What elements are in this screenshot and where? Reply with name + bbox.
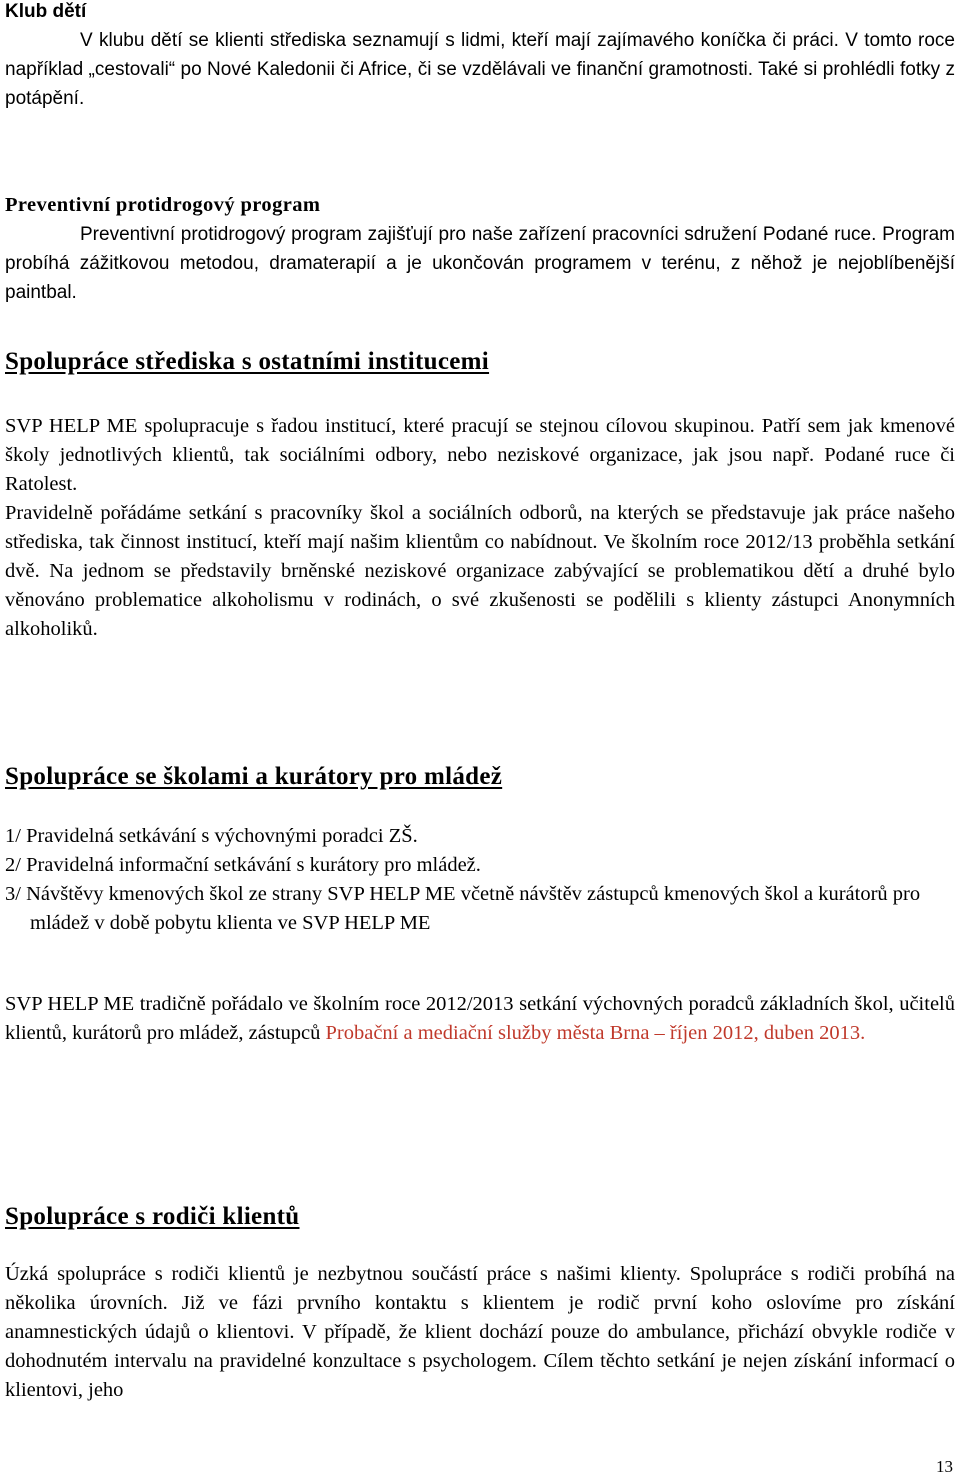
section-klub-deti <box>5 0 955 113</box>
list-item: 2/ Pravidelná informační setkávání s kurátory pro mládež. <box>5 854 481 876</box>
page-number: 13 <box>936 1457 953 1476</box>
paragraph-spoluprace-instituce-1: SVP HELP ME spolupracuje s řadou institucí, které pracují se stejnou cílovou skupinou. Patří sem jak kmenové školy jednotlivých klientů, tak sociálními odbory, nebo neziskové organizace, jak jsou např. Podané ruce či Ratolest. <box>5 415 955 495</box>
paragraph-spoluprace-rodice: Úzká spolupráce s rodiči klientů je nezbytnou součástí práce s našimi klienty. Spolupráce s rodiči probíhá na několika úrovních. Již ve fázi prvního kontaktu s klientem je rodič první koho oslovíme pro získání anamnestických údajů o klientovi. V případě, že klient dochází pouze do ambulance, přichází obvykle rodiče v dohodnutém intervalu na pravidelné konzultace s psychologem. Cílem těchto setkání je nejen získání informací o klientovi, jeho <box>5 1263 955 1401</box>
paragraph-preventivni-program: Preventivní protidrogový program zajišťují pro naše zařízení pracovníci sdružení Podané ruce. Program probíhá zážitkovou metodou, dramaterapií a je ukončován programem v terénu, z něhož je nejoblíbenější paintbal. <box>5 224 955 303</box>
section-preventivni-program <box>5 192 955 307</box>
heading-klub-deti: Klub dětí <box>5 1 87 22</box>
section-spoluprace-skoly <box>5 761 955 1048</box>
heading-spoluprace-rodice: Spolupráce s rodiči klientů <box>5 1203 300 1230</box>
heading-spoluprace-skoly: Spolupráce se školami a kurátory pro mládež <box>5 763 503 790</box>
paragraph-spoluprace-skoly-text: SVP HELP ME tradičně pořádalo ve školním roce 2012/2013 setkání výchovných poradců základních škol, učitelů klientů, kurátorů pro mládež, zástupců <box>5 993 955 1044</box>
list-item: 3/ Návštěvy kmenových škol ze strany SVP HELP ME včetně návštěv zástupců kmenových škol a kurátorů pro mládež v době pobytu klienta ve SVP HELP ME <box>5 883 921 934</box>
heading-spoluprace-instituce: Spolupráce střediska s ostatními institucemi <box>5 348 490 375</box>
section-spoluprace-instituce <box>5 346 955 644</box>
paragraph-spoluprace-instituce-2: Pravidelně pořádáme setkání s pracovníky škol a sociálních odborů, na kterých se představuje jak práce našeho střediska, tak činnost institucí, kteří mají našim klientům co nabídnout. Ve školním roce 2012/13 proběhla setkání dvě. Na jednom se představily brněnské neziskové organizace zabývající se problematikou dětí a druhé bylo věnováno problematice alkoholismu v rodinách, o své zkušenosti se podělili s klienty zástupci Anonymních alkoholiků. <box>5 502 955 640</box>
list-item: 1/ Pravidelná setkávání s výchovnými poradci ZŠ. <box>5 825 418 847</box>
list-spoluprace-skoly <box>5 822 955 938</box>
paragraph-klub-deti: V klubu dětí se klienti střediska seznamují s lidmi, kteří mají zajímavého koníčka či práci. V tomto roce například „cestovali“ po Nové Kaledonii či Africe, či se vzdělávali ve finanční gramotnosti. Také si prohlédli fotky z potápění. <box>5 30 955 109</box>
paragraph-spoluprace-skoly-highlight: Probační a mediační služby města Brna – říjen 2012, duben 2013. <box>325 1022 866 1044</box>
heading-preventivni-program: Preventivní protidrogový program <box>5 194 321 216</box>
section-spoluprace-rodice <box>5 1201 955 1405</box>
paragraph-spoluprace-skoly <box>5 990 955 1048</box>
